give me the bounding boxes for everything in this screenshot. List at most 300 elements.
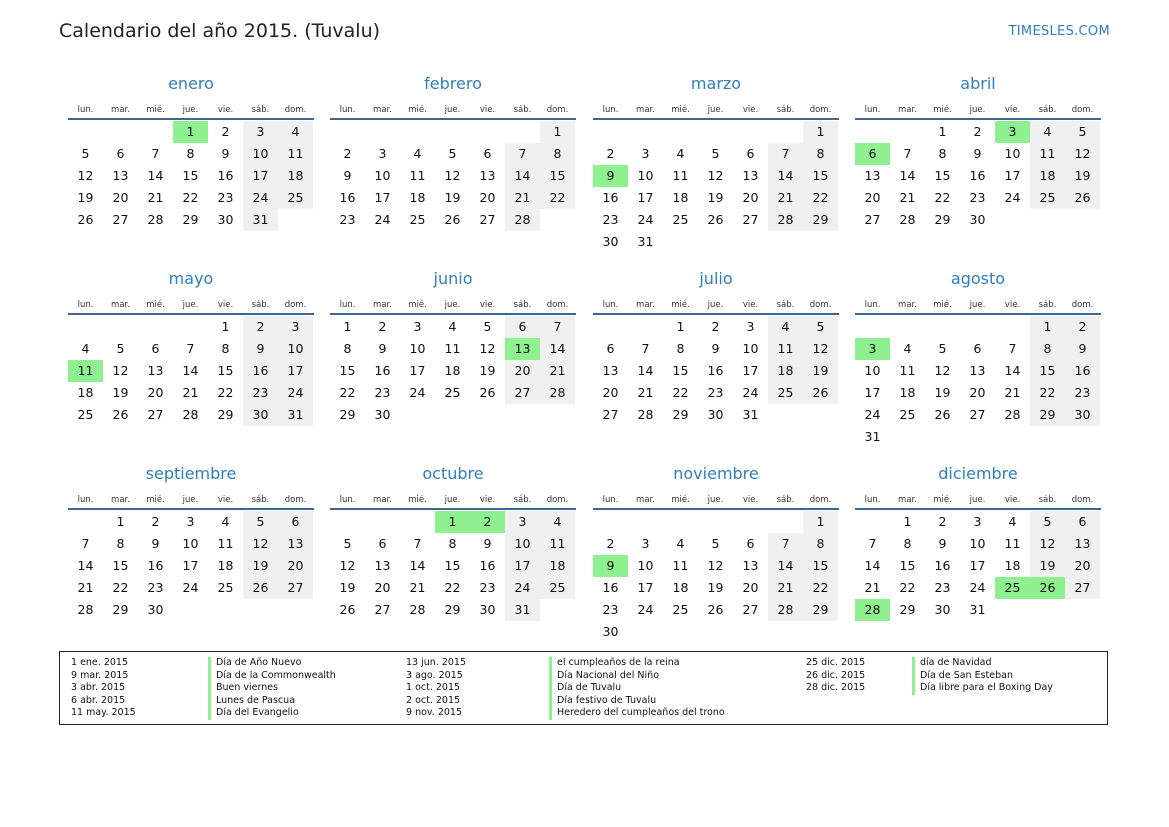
day-cell: 23 (217, 190, 234, 205)
day-cell: 6 (116, 146, 125, 161)
weekday-label: lun. (864, 300, 881, 310)
holiday-names-column (208, 657, 336, 720)
day-cell: 27 (602, 407, 619, 422)
week-row (593, 143, 839, 165)
day-cell: 4 (413, 146, 422, 161)
day-cell: 23 (602, 602, 619, 617)
day-cell: 11 (540, 533, 575, 555)
day-cell: 19 (707, 580, 724, 595)
day-cell: 31 (243, 209, 278, 231)
day-cell: 4 (448, 319, 457, 334)
day-cell: 8 (343, 341, 352, 356)
day-cell: 31 (637, 234, 654, 249)
day-cell: 14 (1004, 363, 1021, 378)
empty-cell (1030, 209, 1065, 231)
empty-cell (68, 316, 103, 338)
empty-cell (663, 511, 698, 533)
day-cell: 16 (243, 360, 278, 382)
week-row (593, 165, 839, 187)
weekday-label: lun. (864, 495, 881, 505)
day-cell: 26 (243, 577, 278, 599)
empty-cell (1065, 209, 1100, 231)
day-cell: 29 (1030, 404, 1065, 426)
day-cell: 8 (903, 536, 912, 551)
week-row (855, 360, 1101, 382)
weekday-header (593, 487, 839, 505)
week-row (330, 209, 576, 231)
holiday-name: Heredero del cumpleaños del trono (549, 707, 725, 720)
day-cell: 19 (707, 190, 724, 205)
day-cell: 29 (899, 602, 916, 617)
day-cell: 30 (217, 212, 234, 227)
day-cell: 28 (505, 209, 540, 231)
weekday-label: dom. (1071, 105, 1094, 115)
day-cell: 25 (77, 407, 94, 422)
day-cell: 12 (1065, 143, 1100, 165)
empty-cell (1065, 599, 1100, 621)
day-cell: 18 (672, 190, 689, 205)
day-cell: 17 (1004, 168, 1021, 183)
week-row (330, 316, 576, 338)
day-cell: 12 (444, 168, 461, 183)
weekday-label: dom. (809, 495, 832, 505)
day-cell: 4 (221, 514, 230, 529)
week-row (330, 121, 576, 143)
holiday-day-cell: 3 (855, 338, 890, 360)
weekday-label: mié. (671, 495, 690, 505)
day-cell: 21 (409, 580, 426, 595)
day-cell: 30 (707, 407, 724, 422)
day-cell: 11 (672, 168, 689, 183)
day-cell: 25 (278, 187, 313, 209)
empty-cell (365, 121, 400, 143)
empty-cell (593, 511, 628, 533)
day-cell: 18 (77, 385, 94, 400)
day-cell: 30 (602, 234, 619, 249)
holiday-date: 3 ago. 2015 (406, 669, 463, 681)
day-cell: 31 (505, 599, 540, 621)
empty-cell (505, 121, 540, 143)
weekday-label: jue. (707, 105, 724, 115)
day-cell: 17 (409, 363, 426, 378)
holiday-dates-column (806, 657, 865, 695)
empty-cell (768, 121, 803, 143)
day-cell: 13 (147, 363, 164, 378)
weekday-label: vie. (1004, 495, 1021, 505)
day-cell: 29 (217, 407, 234, 422)
weekday-label: vie. (217, 300, 234, 310)
day-cell: 27 (864, 212, 881, 227)
week-row (330, 338, 576, 360)
day-cell: 21 (864, 580, 881, 595)
day-cell: 28 (77, 602, 94, 617)
weekday-label: jue. (969, 105, 986, 115)
weekday-label: mar. (636, 105, 655, 115)
empty-cell (768, 231, 803, 253)
holiday-day-cell: 3 (995, 121, 1030, 143)
weekday-header (330, 97, 576, 115)
day-cell: 6 (378, 536, 387, 551)
day-cell: 5 (1030, 511, 1065, 533)
holiday-day-cell: 11 (68, 360, 103, 382)
week-row (68, 360, 314, 382)
weekday-label: lun. (602, 495, 619, 505)
week-row (330, 599, 576, 621)
day-cell: 31 (864, 429, 881, 444)
week-row (68, 555, 314, 577)
weekday-label: lun. (864, 105, 881, 115)
week-row (593, 316, 839, 338)
week-row (68, 533, 314, 555)
day-cell: 20 (864, 190, 881, 205)
weekday-label: sáb. (251, 105, 270, 115)
day-cell: 11 (1030, 143, 1065, 165)
day-cell: 18 (768, 360, 803, 382)
day-cell: 19 (1030, 555, 1065, 577)
day-cell: 25 (768, 382, 803, 404)
day-cell: 28 (182, 407, 199, 422)
week-row (855, 426, 1101, 448)
day-cell: 13 (864, 168, 881, 183)
week-row (855, 404, 1101, 426)
weekday-header (68, 487, 314, 505)
day-cell: 26 (707, 602, 724, 617)
day-cell: 21 (637, 385, 654, 400)
weekday-label: mar. (898, 495, 917, 505)
day-cell: 8 (676, 341, 685, 356)
week-row (593, 533, 839, 555)
week-row (68, 404, 314, 426)
day-cell: 31 (969, 602, 986, 617)
day-cell: 1 (540, 121, 575, 143)
empty-cell (540, 404, 575, 426)
day-cell: 30 (934, 602, 951, 617)
empty-cell (540, 599, 575, 621)
day-cell: 7 (903, 146, 912, 161)
day-cell: 4 (81, 341, 90, 356)
week-row (68, 165, 314, 187)
day-cell: 16 (217, 168, 234, 183)
day-cell: 9 (973, 146, 982, 161)
month-enero (68, 73, 314, 231)
week-row (68, 511, 314, 533)
day-cell: 2 (973, 124, 982, 139)
day-cell: 14 (540, 338, 575, 360)
day-cell: 23 (602, 212, 619, 227)
month-name: abril (960, 74, 996, 93)
day-cell: 15 (540, 165, 575, 187)
month-name: noviembre (673, 464, 759, 483)
day-cell: 26 (479, 385, 496, 400)
day-cell: 10 (505, 533, 540, 555)
empty-cell (435, 121, 470, 143)
day-cell: 8 (116, 536, 125, 551)
day-cell: 6 (151, 341, 160, 356)
day-cell: 10 (243, 143, 278, 165)
empty-cell (68, 121, 103, 143)
empty-cell (960, 426, 995, 448)
day-cell: 4 (768, 316, 803, 338)
day-cell: 4 (903, 341, 912, 356)
day-cell: 5 (803, 316, 838, 338)
holiday-list (59, 651, 1108, 725)
day-cell: 17 (182, 558, 199, 573)
day-cell: 6 (505, 316, 540, 338)
weekday-label: lun. (339, 300, 356, 310)
day-cell: 18 (409, 190, 426, 205)
weekday-label: dom. (284, 495, 307, 505)
week-row (593, 231, 839, 253)
weekday-label: vie. (479, 495, 496, 505)
weekday-label: vie. (1004, 300, 1021, 310)
weekday-header (593, 292, 839, 310)
holiday-day-cell: 13 (505, 338, 540, 360)
day-cell: 12 (707, 558, 724, 573)
empty-cell (855, 316, 890, 338)
empty-cell (995, 426, 1030, 448)
week-row (593, 338, 839, 360)
weekday-label: mar. (111, 105, 130, 115)
empty-cell (733, 511, 768, 533)
week-row (330, 360, 576, 382)
weekday-label: vie. (217, 495, 234, 505)
day-cell: 23 (934, 580, 951, 595)
day-cell: 13 (278, 533, 313, 555)
day-cell: 10 (742, 341, 759, 356)
day-cell: 19 (1065, 165, 1100, 187)
week-row (330, 555, 576, 577)
day-cell: 3 (378, 146, 387, 161)
holiday-name: Día Nacional del Niño (549, 670, 725, 683)
empty-cell (628, 621, 663, 643)
day-cell: 7 (641, 341, 650, 356)
month-mayo (68, 268, 314, 426)
empty-cell (505, 404, 540, 426)
empty-cell (663, 121, 698, 143)
day-cell: 2 (606, 146, 615, 161)
empty-cell (995, 316, 1030, 338)
day-cell: 11 (409, 168, 426, 183)
month-junio (330, 268, 576, 426)
week-row (330, 382, 576, 404)
day-cell: 24 (864, 407, 881, 422)
day-cell: 3 (746, 319, 755, 334)
month-septiembre (68, 463, 314, 621)
empty-cell (803, 231, 838, 253)
day-cell: 22 (672, 385, 689, 400)
weekday-header (330, 487, 576, 505)
weekday-label: mar. (373, 300, 392, 310)
holiday-day-cell: 1 (435, 511, 470, 533)
empty-cell (435, 404, 470, 426)
day-cell: 10 (864, 363, 881, 378)
day-cell: 30 (479, 602, 496, 617)
weekday-label: jue. (444, 105, 461, 115)
holiday-name: Buen viernes (208, 682, 336, 695)
day-cell: 26 (77, 212, 94, 227)
day-cell: 6 (278, 511, 313, 533)
day-cell: 3 (186, 514, 195, 529)
day-cell: 1 (903, 514, 912, 529)
day-cell: 29 (444, 602, 461, 617)
day-cell: 25 (672, 212, 689, 227)
day-cell: 6 (606, 341, 615, 356)
day-cell: 27 (969, 407, 986, 422)
empty-cell (365, 511, 400, 533)
week-row (593, 621, 839, 643)
day-cell: 19 (77, 190, 94, 205)
day-cell: 4 (676, 536, 685, 551)
month-noviembre (593, 463, 839, 643)
day-cell: 17 (374, 190, 391, 205)
day-cell: 10 (637, 558, 654, 573)
day-cell: 16 (479, 558, 496, 573)
day-cell: 12 (934, 363, 951, 378)
empty-cell (733, 121, 768, 143)
day-cell: 18 (899, 385, 916, 400)
site-link[interactable]: TIMESLES.COM (1008, 24, 1110, 39)
day-cell: 14 (147, 168, 164, 183)
day-cell: 19 (934, 385, 951, 400)
weekday-header (68, 292, 314, 310)
day-cell: 12 (339, 558, 356, 573)
week-row (593, 382, 839, 404)
empty-cell (698, 511, 733, 533)
day-cell: 14 (768, 165, 803, 187)
week-row (593, 577, 839, 599)
empty-cell (890, 121, 925, 143)
day-cell: 6 (746, 146, 755, 161)
day-cell: 5 (243, 511, 278, 533)
day-cell: 8 (803, 143, 838, 165)
holiday-name: el cumpleaños de la reina (549, 657, 725, 670)
week-row (593, 511, 839, 533)
empty-cell (103, 121, 138, 143)
day-cell: 5 (711, 146, 720, 161)
empty-cell (103, 316, 138, 338)
weekday-header (855, 292, 1101, 310)
empty-cell (243, 599, 278, 621)
day-cell: 16 (934, 558, 951, 573)
weekday-label: mar. (111, 300, 130, 310)
holiday-date: 2 oct. 2015 (406, 694, 461, 706)
day-cell: 9 (151, 536, 160, 551)
day-cell: 18 (1030, 165, 1065, 187)
day-cell: 20 (969, 385, 986, 400)
day-cell: 10 (637, 168, 654, 183)
empty-cell (1030, 599, 1065, 621)
day-cell: 17 (505, 555, 540, 577)
day-cell: 15 (339, 363, 356, 378)
weekday-label: mié. (933, 495, 952, 505)
holiday-date: 9 mar. 2015 (71, 669, 129, 681)
day-cell: 23 (374, 385, 391, 400)
day-cell: 14 (864, 558, 881, 573)
empty-cell (768, 404, 803, 426)
weekday-label: sáb. (251, 495, 270, 505)
day-cell: 22 (803, 577, 838, 599)
day-cell: 3 (973, 514, 982, 529)
day-cell: 27 (278, 577, 313, 599)
empty-cell (1030, 426, 1065, 448)
day-cell: 11 (1004, 536, 1021, 551)
weekday-label: sáb. (776, 495, 795, 505)
day-cell: 26 (803, 382, 838, 404)
day-cell: 5 (483, 319, 492, 334)
empty-cell (803, 404, 838, 426)
empty-cell (698, 121, 733, 143)
day-cell: 31 (742, 407, 759, 422)
week-row (68, 121, 314, 143)
weekday-label: sáb. (1038, 105, 1057, 115)
day-cell: 12 (803, 338, 838, 360)
day-cell: 5 (343, 536, 352, 551)
day-cell: 21 (505, 187, 540, 209)
day-cell: 29 (182, 212, 199, 227)
weekday-label: mié. (146, 105, 165, 115)
day-cell: 14 (409, 558, 426, 573)
day-cell: 19 (112, 385, 129, 400)
day-cell: 7 (768, 143, 803, 165)
day-cell: 20 (147, 385, 164, 400)
day-cell: 23 (147, 580, 164, 595)
day-cell: 14 (768, 555, 803, 577)
day-cell: 30 (147, 602, 164, 617)
weekday-label: sáb. (1038, 300, 1057, 310)
day-cell: 15 (444, 558, 461, 573)
day-cell: 12 (243, 533, 278, 555)
month-febrero (330, 73, 576, 231)
day-cell: 8 (221, 341, 230, 356)
empty-cell (768, 621, 803, 643)
day-cell: 23 (969, 190, 986, 205)
empty-cell (890, 426, 925, 448)
day-cell: 2 (343, 146, 352, 161)
day-cell: 8 (540, 143, 575, 165)
day-cell: 17 (742, 363, 759, 378)
day-cell: 28 (409, 602, 426, 617)
weekday-label: dom. (809, 105, 832, 115)
day-cell: 5 (711, 536, 720, 551)
day-cell: 10 (278, 338, 313, 360)
holiday-names-column (912, 657, 1053, 695)
weekday-label: dom. (1071, 495, 1094, 505)
day-cell: 15 (899, 558, 916, 573)
empty-cell (208, 599, 243, 621)
empty-cell (698, 621, 733, 643)
month-name: agosto (950, 269, 1006, 288)
month-name: septiembre (145, 464, 237, 483)
day-cell: 24 (637, 212, 654, 227)
empty-cell (698, 231, 733, 253)
holiday-date: 25 dic. 2015 (806, 657, 866, 668)
empty-cell (470, 121, 505, 143)
empty-cell (803, 621, 838, 643)
holiday-date: 1 oct. 2015 (406, 682, 461, 694)
day-cell: 19 (803, 360, 838, 382)
weekday-label: mié. (933, 300, 952, 310)
day-cell: 21 (768, 187, 803, 209)
day-cell: 4 (676, 146, 685, 161)
empty-cell (400, 511, 435, 533)
day-cell: 23 (243, 382, 278, 404)
week-row (68, 209, 314, 231)
day-cell: 12 (479, 341, 496, 356)
day-cell: 14 (899, 168, 916, 183)
day-cell: 9 (343, 168, 352, 183)
weekday-label: sáb. (251, 300, 270, 310)
day-cell: 21 (1004, 385, 1021, 400)
